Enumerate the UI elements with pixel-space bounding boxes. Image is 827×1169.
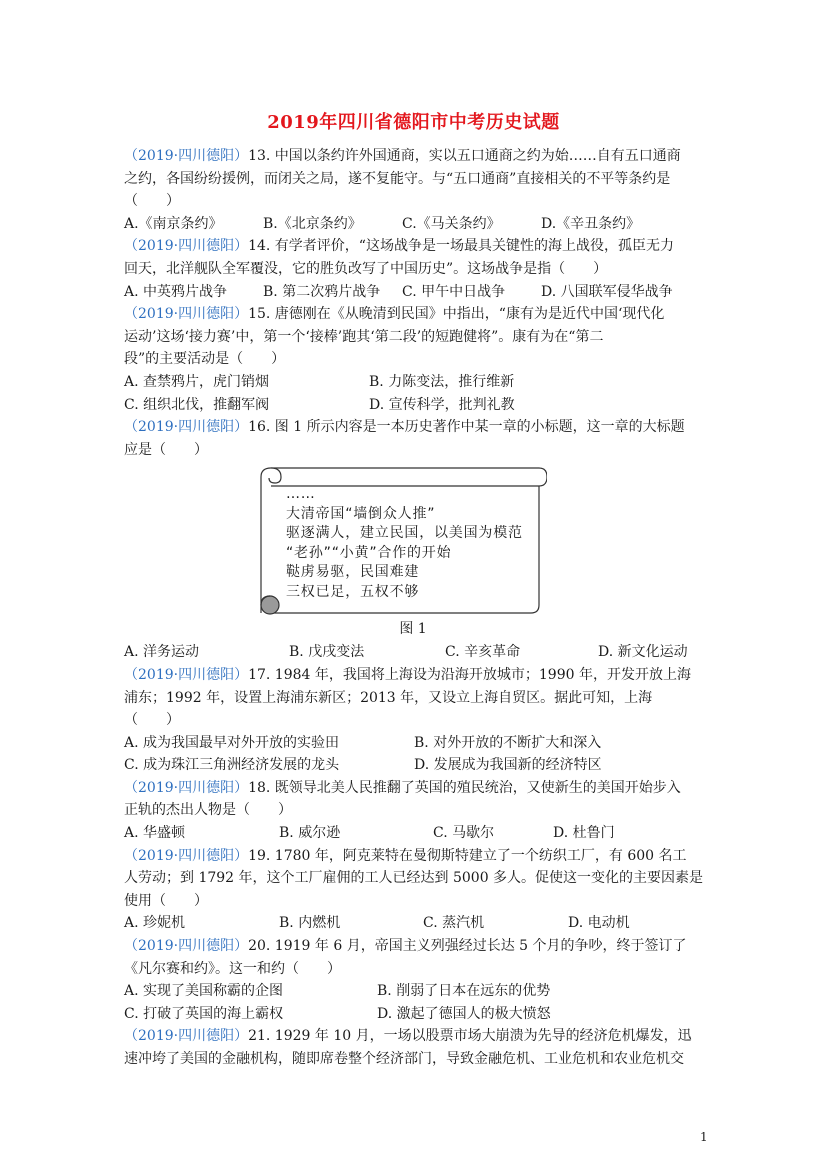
option-a[interactable]: A. 洋务运动 [124, 644, 200, 661]
options-row [124, 394, 704, 417]
figure-line: 三权已足，五权不够 [286, 583, 420, 600]
question-text: 17. 1984 年，我国将上海设为沿海开放城市；1990 年，开发开放上海 [248, 666, 691, 683]
option-d[interactable]: D. 发展成为我国新的经济特区 [414, 757, 602, 774]
option-b[interactable]: B.《北京条约》 [263, 215, 362, 232]
option-b[interactable]: B. 内燃机 [279, 915, 341, 932]
option-b[interactable]: B. 对外开放的不断扩大和深入 [414, 734, 602, 751]
options-row [124, 1003, 704, 1026]
option-d[interactable]: D. 激起了德国人的极大愤怒 [377, 1005, 551, 1022]
question-source: （2019·四川德阳） [124, 938, 249, 955]
question-source: （2019·四川德阳） [124, 847, 249, 864]
option-a[interactable]: A. 华盛顿 [124, 825, 186, 842]
question-15 [124, 303, 704, 416]
question-text: 18. 既领导北美人民推翻了英国的殖民统治，又使新生的美国开始步入 [248, 779, 681, 796]
option-c[interactable]: C. 辛亥革命 [445, 644, 521, 661]
question-text: 21. 1929 年 10 月，一场以股票市场大崩溃为先导的经济危机爆发，迅 [248, 1028, 692, 1045]
question-text: 应是（ ） [124, 441, 208, 458]
options-row [124, 754, 704, 777]
question-14 [124, 235, 704, 303]
figure-caption: 图 1 [399, 621, 427, 638]
options-row [124, 912, 704, 935]
question-20 [124, 935, 704, 1025]
options-row [124, 213, 704, 236]
question-19 [124, 845, 704, 935]
scroll-text [286, 485, 523, 602]
options-row [124, 641, 704, 664]
option-c[interactable]: C. 成为珠江三角洲经济发展的龙头 [124, 757, 340, 774]
option-d[interactable]: D.《辛丑条约》 [541, 215, 641, 232]
question-text: 段”的主要活动是（ ） [124, 351, 286, 368]
question-17 [124, 664, 704, 777]
option-a[interactable]: A. 成为我国最早对外开放的实验田 [124, 734, 340, 751]
figure-line: 鞑虏易驱，民国难建 [286, 564, 420, 581]
option-b[interactable]: B. 力陈变法，推行维新 [369, 373, 515, 390]
figure-scroll [124, 463, 704, 617]
question-text: 运动’这场‘接力赛’中，第一个‘接棒’跑其‘第二段’的短跑健将”。康有为在“第二 [124, 328, 604, 345]
figure-line: 驱逐满人，建立民国，以美国为模范 [286, 525, 523, 542]
option-b[interactable]: B. 削弱了日本在远东的优势 [377, 983, 551, 1000]
question-source: （2019·四川德阳） [124, 779, 249, 796]
option-c[interactable]: C. 甲午中日战争 [402, 283, 506, 300]
question-text: 《凡尔赛和约》。这一和约（ ） [124, 960, 341, 977]
figure-line: “老孙”“小黄”合作的开始 [286, 544, 452, 561]
question-text: 13. 中国以条约许外国通商，实以五口通商之约为始……自有五口通商 [248, 148, 681, 164]
question-text: 人劳动；到 1792 年，这个工厂雇佣的工人已经达到 5000 多人。促使这一变化的主要因素是 [124, 870, 704, 887]
question-source: （2019·四川德阳） [124, 419, 249, 436]
question-text: 之约，各国纷纷援例，而闭关之局，遂不复能守。与“五口通商”直接相关的不平等条约是 [124, 170, 671, 187]
question-source: （2019·四川德阳） [124, 148, 249, 164]
question-text: 浦东；1992 年，设置上海浦东新区；2013 年，又设立上海自贸区。据此可知，上海 [124, 689, 653, 706]
options-row [124, 822, 704, 845]
page-title: 2019年四川省德阳市中考历史试题 [267, 112, 560, 133]
options-row [124, 371, 704, 394]
options-row [124, 732, 704, 755]
question-source: （2019·四川德阳） [124, 238, 249, 255]
option-a[interactable]: A. 珍妮机 [124, 915, 186, 932]
option-c[interactable]: C. 马歇尔 [433, 825, 495, 842]
question-text: 使用（ ） [124, 892, 208, 909]
question-text: 速冲垮了美国的金融机构，随即席卷整个经济部门，导致金融危机、工业危机和农业危机交 [124, 1051, 684, 1067]
question-source: （2019·四川德阳） [124, 666, 249, 683]
question-text: 15. 唐德刚在《从晚清到民国》中指出，“康有为是近代中国‘现代化 [248, 306, 665, 323]
question-18 [124, 777, 704, 845]
option-c[interactable]: C. 蒸汽机 [423, 915, 485, 932]
option-b[interactable]: B. 第二次鸦片战争 [263, 283, 381, 300]
options-row [124, 980, 704, 1003]
question-21 [124, 1025, 704, 1070]
option-c[interactable]: C. 打破了英国的海上霸权 [124, 1005, 284, 1022]
question-list [124, 145, 704, 1071]
option-d[interactable]: D. 新文化运动 [598, 644, 688, 661]
question-source: （2019·四川德阳） [124, 306, 249, 323]
option-a[interactable]: A.《南京条约》 [124, 215, 223, 232]
question-text: 19. 1780 年，阿克莱特在曼彻斯特建立了一个纺织工厂，有 600 名工 [248, 847, 687, 864]
option-b[interactable]: B. 戊戌变法 [289, 644, 365, 661]
option-d[interactable]: D. 杜鲁门 [553, 825, 615, 842]
option-d[interactable]: D. 宣传科学，批判礼教 [369, 396, 515, 413]
question-16 [124, 416, 704, 664]
options-row [124, 281, 704, 304]
option-a[interactable]: A. 实现了美国称霸的企图 [124, 983, 284, 1000]
answer-blank: （ ） [124, 193, 180, 210]
figure-line: …… [286, 486, 316, 503]
page-number: 1 [700, 1130, 708, 1144]
option-b[interactable]: B. 威尔逊 [279, 825, 341, 842]
question-text: 16. 图 1 所示内容是一本历史著作中某一章的小标题，这一章的大标题 [248, 419, 685, 436]
question-text: 回天，北洋舰队全军覆没，它的胜负改写了中国历史”。这场战争是指（ ） [124, 260, 608, 277]
question-source: （2019·四川德阳） [124, 1028, 249, 1045]
question-13 [124, 145, 704, 235]
option-a[interactable]: A. 查禁鸦片，虎门销烟 [124, 373, 270, 390]
question-text: 20. 1919 年 6 月，帝国主义列强经过长达 5 个月的争吵，终于签订了 [248, 938, 687, 955]
figure-line: 大清帝国“墙倒众人推” [286, 505, 436, 522]
option-d[interactable]: D. 八国联军侵华战争 [541, 283, 673, 300]
question-text: 正轨的杰出人物是（ ） [124, 802, 292, 819]
option-c[interactable]: C.《马关条约》 [402, 215, 501, 232]
option-a[interactable]: A. 中英鸦片战争 [124, 283, 228, 300]
option-c[interactable]: C. 组织北伐，推翻军阀 [124, 396, 270, 413]
answer-blank: （ ） [124, 712, 180, 729]
question-text: 14. 有学者评价，“这场战争是一场最具关键性的海上战役，孤臣无力 [248, 238, 674, 255]
option-d[interactable]: D. 电动机 [568, 915, 630, 932]
